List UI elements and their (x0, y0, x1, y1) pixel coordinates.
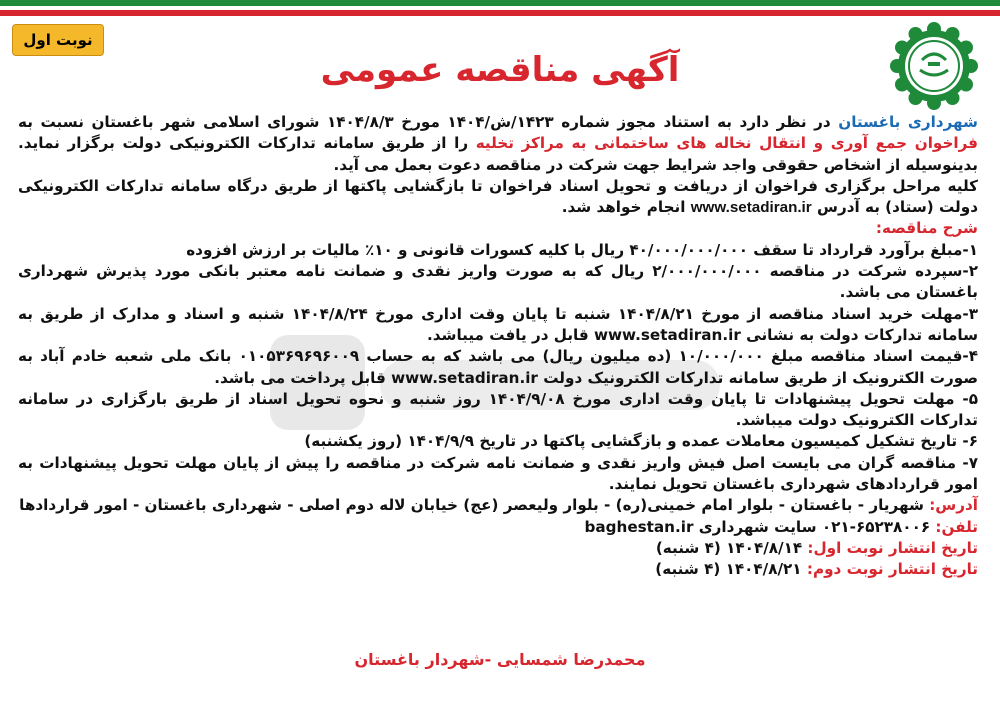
org-name: شهرداری باغستان (838, 113, 978, 131)
top-bar-red-stripe (0, 10, 1000, 16)
second-publication-label: تاریخ انتشار نوبت دوم: (806, 560, 978, 579)
item-3: ۳-مهلت خرید اسناد مناقصه از مورخ ۱۴۰۴/۸/۲۱ شنبه تا پایان وقت اداری مورخ ۱۴۰۴/۸/۲۴ شنبه و اسناد و مدارک از طریق به سامانه تدارکات دولت به نشانی www.setadiran.ir قابل در یافت میباشد. (18, 304, 978, 344)
phone-value: ۶۵۲۳۸۰۰۶-۰۲۱ سایت شهرداری baghestan.ir (584, 517, 936, 536)
item-6: ۶- تاریخ تشکیل کمیسیون معاملات عمده و بازگشایی پاکتها در تاریخ ۱۴۰۴/۹/۹ (روز یکشنبه) (304, 432, 978, 451)
description-heading: شرح مناقصه: (875, 219, 978, 238)
address-line (18, 495, 978, 516)
setad-url: www.setadiran.ir (690, 199, 812, 217)
first-publication-label: تاریخ انتشار نوبت اول: (807, 538, 978, 557)
phone-label: تلفن: (935, 517, 978, 536)
phone-line (18, 517, 978, 538)
round-badge: نوبت اول (12, 24, 104, 56)
procedure-paragraph (18, 176, 978, 219)
top-color-bar (0, 0, 1000, 18)
item-5: ۵- مهلت تحویل پیشنهادات تا پایان وقت اداری مورخ ۱۴۰۴/۹/۰۸ روز شنبه و نحوه تحویل اسناد از طریق بارگزاری در سامانه تدارکات الکترونیک دولت میباشد. (18, 389, 979, 430)
signature: محمدرضا شمسایی -شهردار باغستان (354, 650, 646, 669)
first-publication-date: ۱۴۰۴/۸/۱۴ (۴ شنبه) (655, 538, 808, 557)
address-label: آدرس: (929, 496, 978, 515)
first-publication-line (18, 538, 978, 559)
procedure-text-a: کلیه مراحل برگزاری فراخوان از دریافت و تحویل اسناد فراخوان تا بازگشایی پاکتها از طریق درگاه سامانه تدارکات الکترونیکی دولت (ستاد) به آدرس (18, 176, 978, 217)
municipality-logo-icon (888, 20, 980, 112)
item-4: ۴-قیمت اسناد مناقصه مبلغ ۱۰/۰۰۰/۰۰۰ (ده میلیون ریال) می باشد که به حساب ۰۱۰۵۳۶۹۶۹۶۰۰۹ بانک ملی شعبه خادم آباد به صورت الکترونیک از طریق سامانه تدارکات الکترونیک دولت www.setadiran.ir قابل پرداخت می باشد. (18, 347, 978, 387)
tender-subject: فراخوان جمع آوری و انتقال نخاله های ساختمانی به مراکز تخلیه (475, 134, 978, 153)
item-7: ۷- مناقصه گران می بایست اصل فیش واریز نقدی و ضمانت نامه شرکت در مناقصه را پیش از پایان مهلت تحویل پیشنهادات به امور قراردادهای شهرداری باغستان تحویل نمایند. (18, 453, 978, 494)
intro-text-1: در نظر دارد به استناد مجوز شماره ۱۴۲۳/ش/۱۴۰۴ مورخ ۱۴۰۴/۸/۳ شورای اسلامی شهر باغستان نسبت به (18, 113, 839, 131)
second-publication-line (18, 559, 978, 580)
address-value: شهریار - باغستان - بلوار امام خمینی(ره) - بلوار ولیعصر (عج) خیابان لاله دوم اصلی - شهرداری باغستان - امور قراردادها (19, 496, 930, 515)
page-title: آگهی مناقصه عمومی (320, 50, 680, 90)
procedure-text-b: انجام خواهد شد. (561, 198, 691, 217)
intro-text-2: را از طریق سامانه تدارکات الکترونیکی دولت برگزار نماید. بدینوسیله از اشخاص حقوقی واجد شرایط جهت شرکت در مناقصه دعوت بعمل می آید. (18, 134, 978, 174)
item-2: ۲-سپرده شرکت در مناقصه ۲/۰۰۰/۰۰۰/۰۰۰ ریال که به صورت واریز نقدی و ضمانت نامه معتبر بانکی مورد پذیرش شهرداری باغستان می باشد. (18, 262, 978, 302)
notice-body (18, 112, 978, 581)
second-publication-date: ۱۴۰۴/۸/۲۱ (۴ شنبه) (655, 560, 807, 579)
intro-paragraph (18, 112, 978, 176)
item-1: ۱-مبلغ برآورد قرارداد تا سقف ۴۰/۰۰۰/۰۰۰/۰۰۰ ریال با کلیه کسورات قانونی و ۱۰٪ مالیات بر ارزش افزوده (186, 240, 978, 259)
